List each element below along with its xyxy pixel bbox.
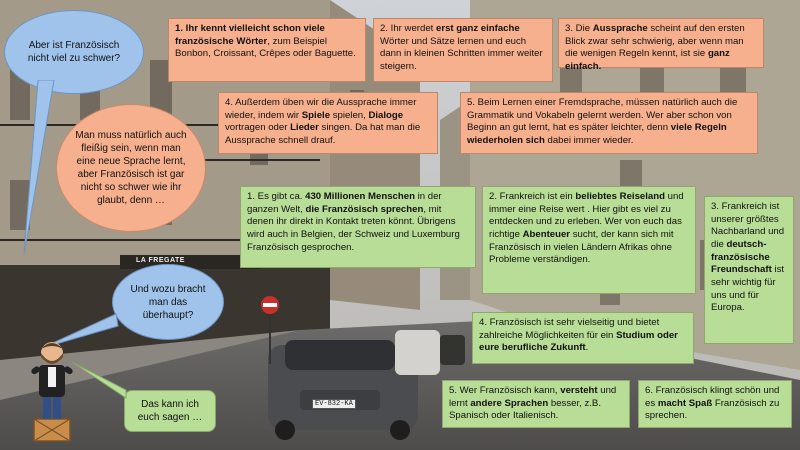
reason-box-why-4: 4. Französisch ist sehr vielseitig und bietet zahlreiche Möglichkeiten für ein Studium oder eure berufliche Zukunft.: [472, 312, 694, 364]
answer-bubble-why: [124, 390, 216, 432]
bubble-text: Und wozu bracht man das überhaupt?: [130, 283, 206, 321]
avatar: [28, 335, 78, 445]
reason-box-why-6: 6. Französisch klingt schön und es macht Spaß Französisch zu sprechen.: [638, 380, 792, 428]
reason-box-easy-3: 3. Die Aussprache scheint auf den ersten Blick zwar sehr schwierig, aber wenn man die wenigen Regeln kennt, ist sie ganz einfach.: [558, 18, 764, 68]
reason-box-easy-4: 4. Außerdem üben wir die Aussprache immer wieder, indem wir Spiele spielen, Dialoge vortragen oder Lieder singen. Da hat man die Aussprache schnell drauf.: [218, 92, 438, 154]
reason-box-why-3: 3. Frankreich ist unserer größtes Nachbarland und die deutsch-französische Freundschaft ist sehr wichtig für uns und für Europa.: [704, 196, 794, 344]
reason-box-why-2: 2. Frankreich ist ein beliebtes Reiseland und immer eine Reise wert . Hier gibt es viel zu entdecken und zu erleben. Wer von euch das richtige Abenteuer sucht, der kann sich mit Französisch in vielen Ländern Afrikas ohne Probleme verständigen.: [482, 186, 696, 294]
reason-box-easy-2: 2. Ihr werdet erst ganz einfache Wörter und Sätze lernen und euch dann in kleinen Schritten immer weiter steigern.: [373, 18, 553, 82]
bubble-text: Das kann ich euch sagen …: [137, 399, 203, 423]
reason-box-easy-1: 1. Ihr kennt vielleicht schon viele französische Wörter, zum Beispiel Bonbon, Croissant, Crêpes oder Baguette.: [168, 18, 366, 82]
bubble-tail: [70, 360, 130, 400]
bubble-text: Man muss natürlich auch fleißig sein, wenn man eine neue Sprache lernt, aber Französisch ist gar nicht so schwer wie ihr glaubt, denn …: [75, 130, 187, 206]
answer-bubble-difficulty: [56, 104, 206, 232]
bubble-text: Aber ist Französisch nicht viel zu schwer?: [27, 40, 121, 64]
reason-box-why-1: 1. Es gibt ca. 430 Millionen Menschen in der ganzen Welt, die Französisch sprechen, mit denen ihr direkt in Kontakt treten könnt. Übrigens wird auch in Belgien, der Schweiz und Luxemburg Französisch gesprochen.: [240, 186, 476, 268]
bubble-tail: [20, 80, 60, 260]
reason-box-easy-5: 5. Beim Lernen einer Fremdsprache, müssen natürlich auch die Grammatik und Vokabeln gelernt werden. Wer aber schon von Beginn an gut lernt, hat es später leichter, denn viele Regeln wiederholen sich dabei immer wieder.: [460, 92, 758, 154]
question-bubble-why: [112, 264, 224, 340]
license-plate: EV-832-KA: [312, 399, 356, 409]
reason-box-why-5: 5. Wer Französisch kann, versteht und lernt andere Sprachen besser, z.B. Spanisch oder Italienisch.: [442, 380, 630, 428]
shop-sign: LA FREGATE: [136, 257, 185, 264]
